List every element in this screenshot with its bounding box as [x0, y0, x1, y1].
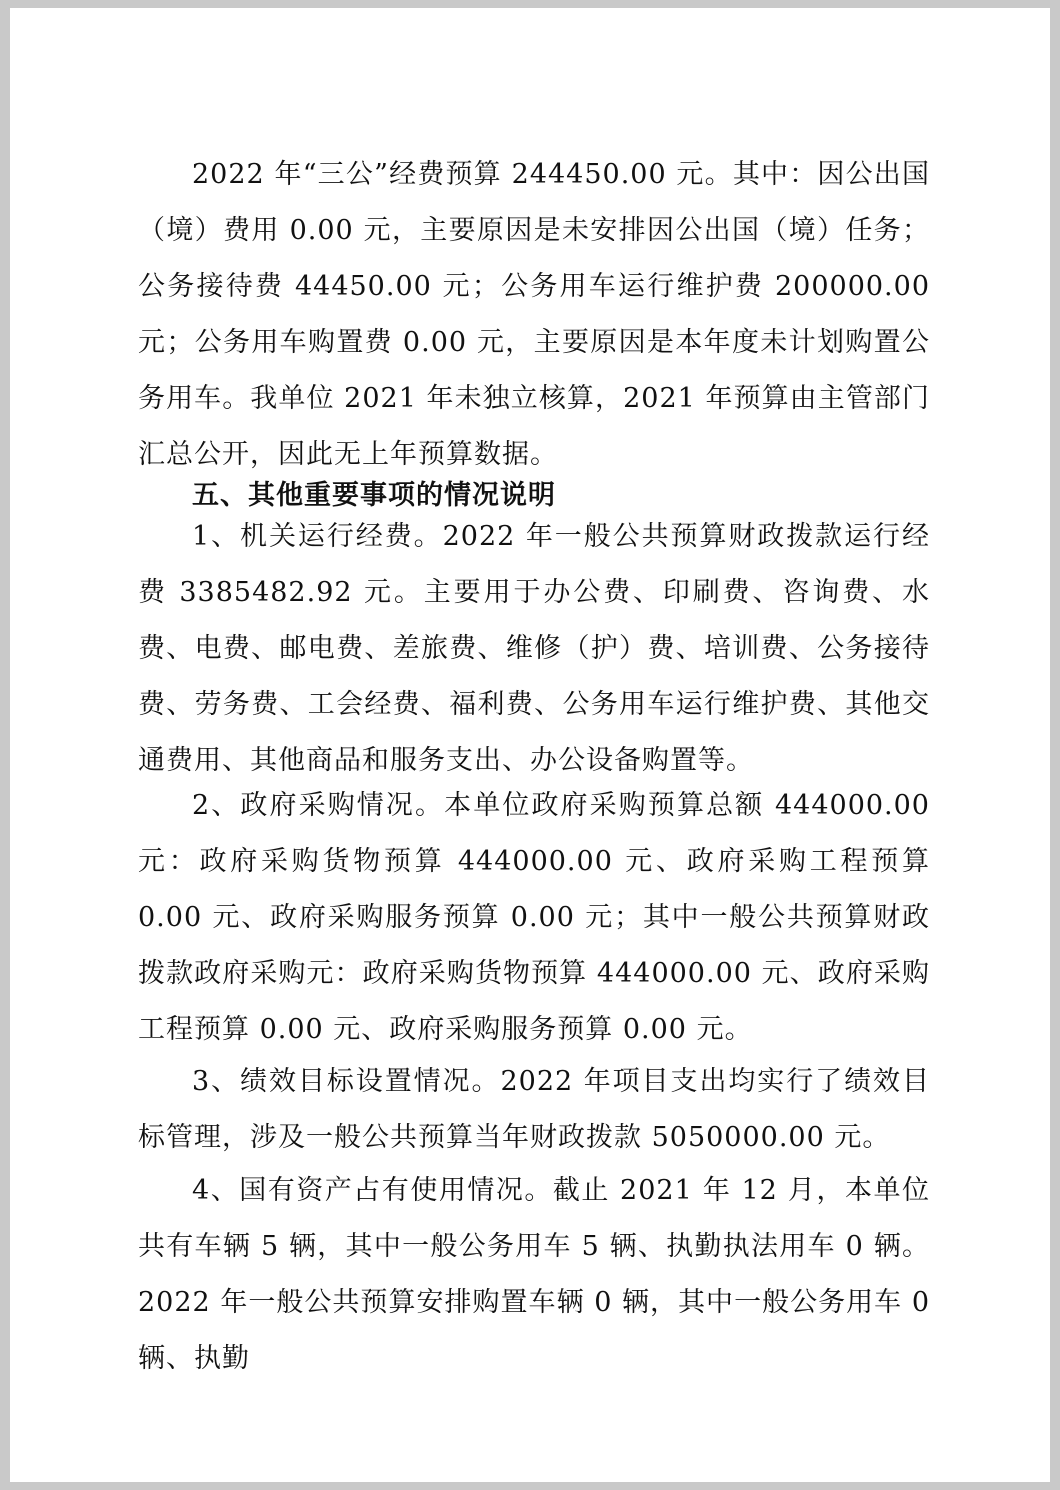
- paragraph-operating-expenses: 1、机关运行经费。2022 年一般公共预算财政拨款运行经费 3385482.92 元。主要用于办公费、印刷费、咨询费、水费、电费、邮电费、差旅费、维修（护）费、培训费、公务接待费、劳务费、工会经费、福利费、公务用车运行维护费、其他交通费用、其他商品和服务支出、办公设备购置等。: [138, 521, 930, 776]
- paragraph-sangong-budget: 2022 年“三公”经费预算 244450.00 元。其中：因公出国（境）费用 0.00 元，主要原因是未安排因公出国（境）任务；公务接待费 44450.00 元；公务用车运行维护费 200000.00 元；公务用车购置费 0.00 元，主要原因是本年度未计划购置公务用车。我单位 2021 年未独立核算，2021 年预算由主管部门汇总公开，因此无上年预算数据。: [138, 159, 930, 470]
- section-heading-other-matters: 五、其他重要事项的情况说明: [192, 480, 556, 511]
- paragraph-performance-targets: 3、绩效目标设置情况。2022 年项目支出均实行了绩效目标管理，涉及一般公共预算当年财政拨款 5050000.00 元。: [138, 1066, 930, 1153]
- paragraph-government-procurement: 2、政府采购情况。本单位政府采购预算总额 444000.00 元：政府采购货物预算 444000.00 元、政府采购工程预算 0.00 元、政府采购服务预算 0.00 元；其中一般公共预算财政拨款政府采购元：政府采购货物预算 444000.00 元、政府采购工程预算 0.00 元、政府采购服务预算 0.00 元。: [138, 790, 930, 1045]
- paragraph-state-assets: 4、国有资产占有使用情况。截止 2021 年 12 月，本单位共有车辆 5 辆，其中一般公务用车 5 辆、执勤执法用车 0 辆。2022 年一般公共预算安排购置车辆 0 辆，其中一般公务用车 0 辆、执勤: [138, 1175, 930, 1374]
- document-page: [10, 8, 1050, 1482]
